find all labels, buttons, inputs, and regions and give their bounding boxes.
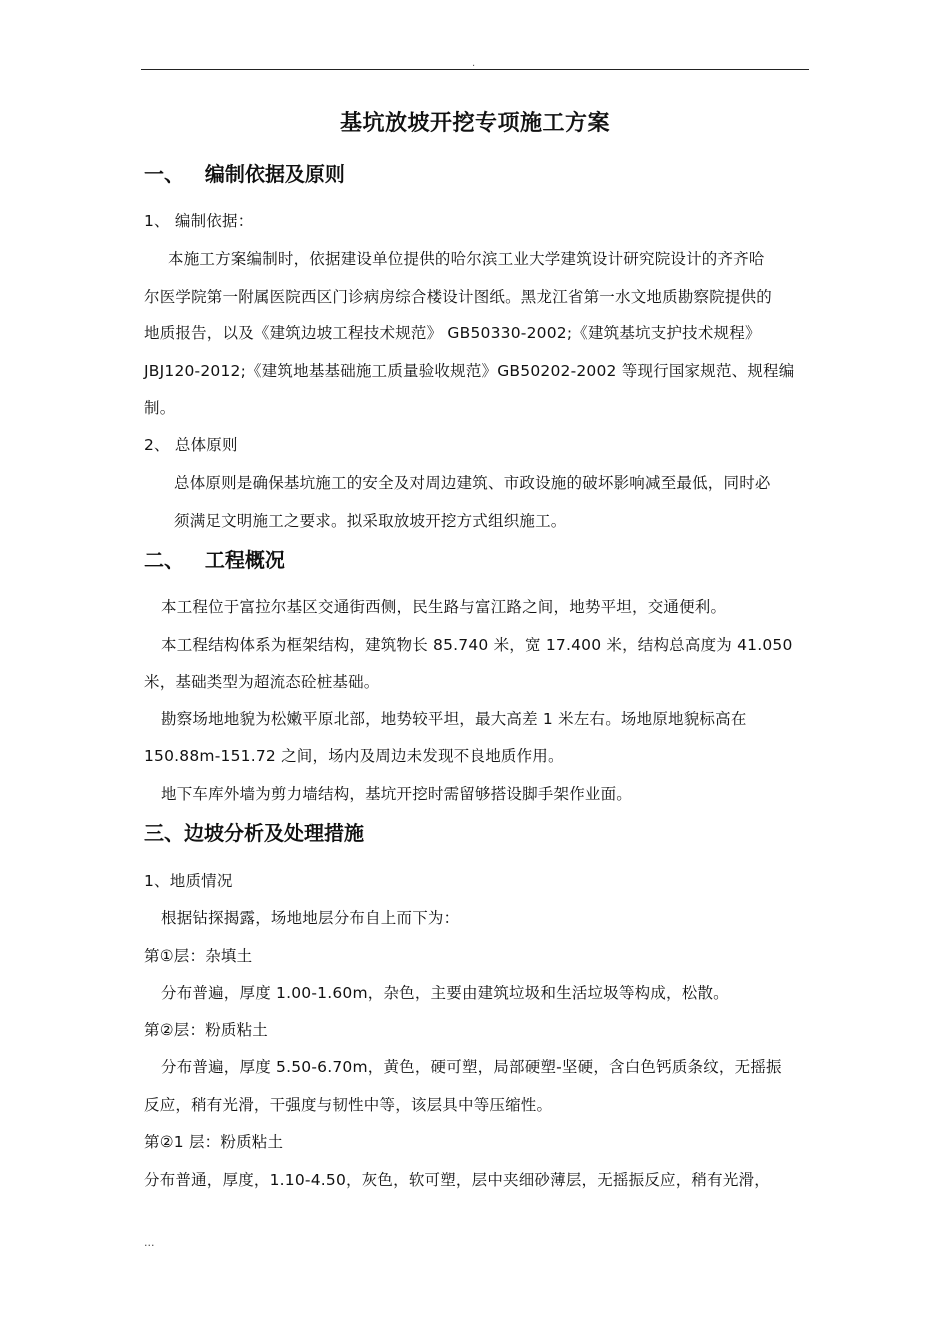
paragraph-line: 地质报告，以及《建筑边坡工程技术规范》 GB50330-2002;《建筑基坑支护技术规程》 [144, 324, 761, 342]
paragraph-line: 反应，稍有光滑，干强度与韧性中等，该层具中等压缩性。 [144, 1096, 553, 1114]
paragraph-line: 分布普遍，厚度 5.50-6.70m，黄色，硬可塑，局部硬塑-坚硬，含白色钙质条纹，无摇振 [161, 1058, 782, 1076]
paragraph-line: 制。 [144, 399, 176, 417]
paragraph-line: 第②层：粉质粘土 [144, 1021, 268, 1039]
paragraph-line: 根据钻探揭露，场地地层分布自上而下为： [161, 909, 460, 927]
paragraph-line: 尔医学院第一附属医院西区门诊病房综合楼设计图纸。黑龙江省第一水文地质勘察院提供的 [144, 288, 773, 306]
paragraph-line: 150.88m-151.72 之间，场内及周边未发现不良地质作用。 [144, 747, 564, 765]
header-mark: . [472, 58, 476, 69]
paragraph-line: 分布普遍，厚度 1.00-1.60m，杂色，主要由建筑垃圾和生活垃圾等构成，松散。 [161, 984, 729, 1002]
paragraph-line: 米，基础类型为超流态砼桩基础。 [144, 673, 380, 691]
paragraph-line: 第①层：杂填土 [144, 947, 253, 965]
paragraph-line: 本施工方案编制时，依据建设单位提供的哈尔滨工业大学建筑设计研究院设计的齐齐哈 [168, 250, 765, 268]
header-rule [141, 69, 809, 70]
section-3-heading: 三、边坡分析及处理措施 [144, 821, 364, 845]
section-1-sub-1: 1、 编制依据： [144, 212, 254, 230]
footer-mark: ... [144, 1236, 155, 1249]
section-1-heading: 一、 编制依据及原则 [144, 162, 345, 186]
paragraph-line: 本工程位于富拉尔基区交通街西侧，民生路与富江路之间，地势平坦，交通便利。 [161, 598, 727, 616]
section-1-sub-2: 2、 总体原则 [144, 436, 238, 454]
paragraph-line: 地下车库外墙为剪力墙结构，基坑开挖时需留够搭设脚手架作业面。 [161, 785, 633, 803]
paragraph-line: 总体原则是确保基坑施工的安全及对周边建筑、市政设施的破坏影响减至最低，同时必 [174, 474, 771, 492]
paragraph-line: 勘察场地地貌为松嫩平原北部，地势较平坦，最大高差 1 米左右。场地原地貌标高在 [161, 710, 747, 728]
paragraph-line: 本工程结构体系为框架结构，建筑物长 85.740 米，宽 17.400 米，结构总高度为 41.050 [161, 636, 793, 654]
paragraph-line: 1、地质情况 [144, 872, 233, 890]
paragraph-line: 分布普通，厚度，1.10-4.50，灰色，软可塑，层中夹细砂薄层，无摇振反应，稍有光滑， [144, 1171, 770, 1189]
section-2-heading: 二、 工程概况 [144, 548, 285, 572]
document-title: 基坑放坡开挖专项施工方案 [339, 111, 610, 136]
paragraph-line: 第②1 层：粉质粘土 [144, 1133, 284, 1151]
paragraph-line: 须满足文明施工之要求。拟采取放坡开挖方式组织施工。 [174, 512, 567, 530]
paragraph-line: JBJ120-2012;《建筑地基基础施工质量验收规范》GB50202-2002 等现行国家规范、规程编 [144, 362, 795, 380]
